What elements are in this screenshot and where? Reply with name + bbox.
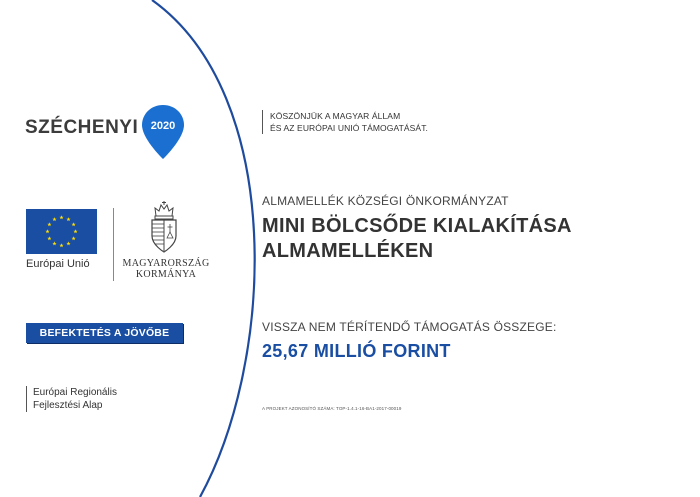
eu-flag-icon — [26, 209, 97, 254]
logo-divider — [113, 208, 114, 281]
fund-line-2: Fejlesztési Alap — [33, 400, 103, 411]
investing-badge: BEFEKTETÉS A JÖVŐBE — [26, 323, 183, 343]
project-id: A PROJEKT AZONOSÍTÓ SZÁMA: TOP-1.4.1-16-BA1-2017-00019 — [262, 406, 402, 411]
support-amount: 25,67 MILLIÓ FORINT — [262, 341, 451, 361]
project-title — [262, 214, 572, 264]
szechenyi-logo-text: SZÉCHENYI — [25, 117, 139, 138]
coat-of-arms-icon — [148, 200, 180, 254]
government-line-2: KORMÁNYA — [135, 269, 197, 280]
thanks-statement — [262, 110, 510, 134]
thanks-line-2: ÉS AZ EURÓPAI UNIÓ TÁMOGATÁSÁT. — [270, 123, 429, 133]
government-label — [121, 258, 211, 280]
thanks-line-1: KÖSZÖNJÜK A MAGYAR ÁLLAM — [270, 111, 401, 121]
fund-line-1: Európai Regionális — [33, 387, 117, 398]
support-amount-label: VISSZA NEM TÉRÍTENDŐ TÁMOGATÁS ÖSSZEGE: — [262, 320, 557, 334]
eu-label: Európai Unió — [26, 258, 90, 270]
szechenyi-year: 2020 — [150, 120, 176, 132]
project-title-line-2: ALMAMELLÉKEN — [262, 240, 434, 262]
organization-name: ALMAMELLÉK KÖZSÉGI ÖNKORMÁNYZAT — [262, 194, 509, 208]
location-pin-icon — [140, 103, 186, 161]
government-line-1: MAGYARORSZÁG — [122, 258, 210, 269]
fund-label — [26, 386, 117, 412]
project-title-line-1: MINI BÖLCSŐDE KIALAKÍTÁSA — [262, 215, 572, 237]
